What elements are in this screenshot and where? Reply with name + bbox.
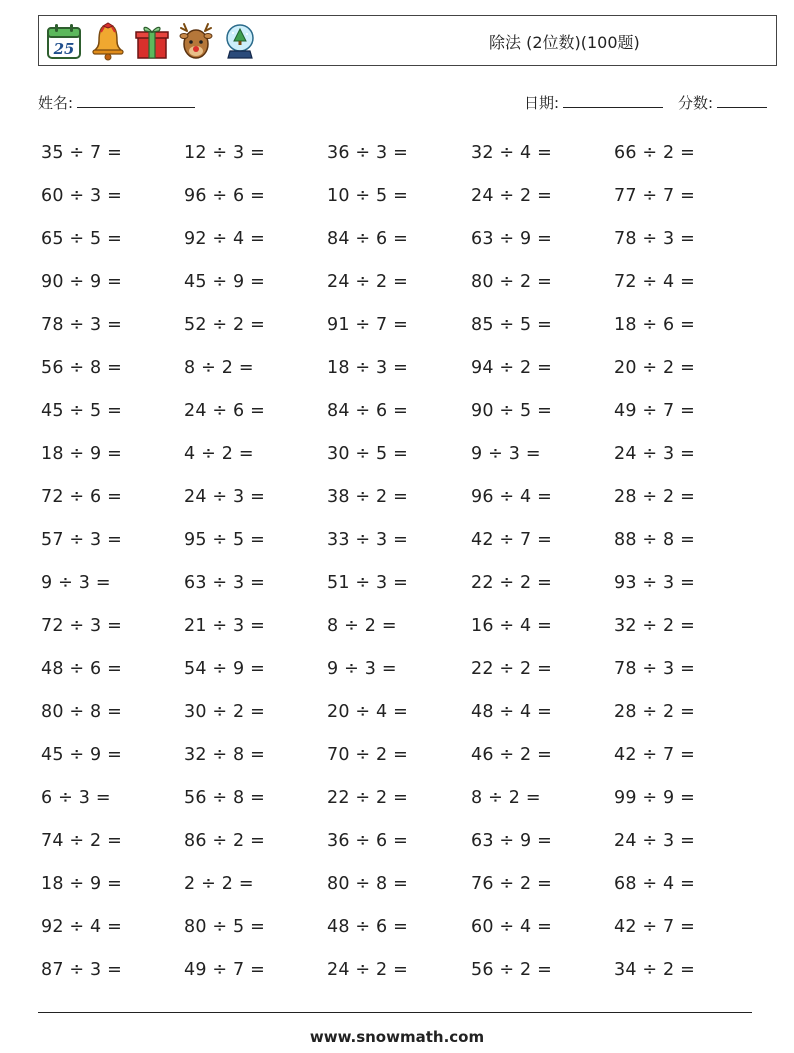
problem-row (41, 134, 761, 177)
division-problem: 91 ÷ 7 = (327, 315, 409, 335)
footer-website: www.snowmath.com (309, 1028, 485, 1046)
problem-row (41, 693, 761, 736)
division-problem: 16 ÷ 4 = (471, 616, 553, 636)
division-problem: 18 ÷ 3 = (327, 358, 409, 378)
division-problem: 49 ÷ 7 = (614, 401, 696, 421)
problem-row (41, 177, 761, 220)
division-problem: 57 ÷ 3 = (41, 530, 123, 550)
division-problem: 20 ÷ 4 = (327, 702, 409, 722)
division-problem: 32 ÷ 2 = (614, 616, 696, 636)
problem-row (41, 435, 761, 478)
name-label: 姓名: (38, 94, 74, 112)
division-problem: 36 ÷ 6 = (327, 831, 409, 851)
division-problem: 87 ÷ 3 = (41, 960, 123, 980)
problem-row (41, 650, 761, 693)
division-problem: 56 ÷ 8 = (41, 358, 123, 378)
division-problem: 45 ÷ 5 = (41, 401, 123, 421)
division-problem: 86 ÷ 2 = (184, 831, 266, 851)
division-problem: 77 ÷ 7 = (614, 186, 696, 206)
division-problem: 99 ÷ 9 = (614, 788, 696, 808)
division-problem: 32 ÷ 8 = (184, 745, 266, 765)
calendar-icon (45, 21, 83, 61)
division-problem: 2 ÷ 2 = (184, 874, 254, 894)
division-problem: 85 ÷ 5 = (471, 315, 553, 335)
division-problem: 9 ÷ 3 = (327, 659, 397, 679)
division-problem: 68 ÷ 4 = (614, 874, 696, 894)
division-problem: 30 ÷ 2 = (184, 702, 266, 722)
division-problem: 70 ÷ 2 = (327, 745, 409, 765)
division-problem: 80 ÷ 8 = (327, 874, 409, 894)
problem-row (41, 736, 761, 779)
division-problem: 80 ÷ 2 = (471, 272, 553, 292)
division-problem: 65 ÷ 5 = (41, 229, 123, 249)
division-problem: 95 ÷ 5 = (184, 530, 266, 550)
date-blank[interactable] (563, 92, 663, 108)
division-problem: 9 ÷ 3 = (41, 573, 111, 593)
division-problem: 18 ÷ 6 = (614, 315, 696, 335)
division-problem: 34 ÷ 2 = (614, 960, 696, 980)
division-problem: 92 ÷ 4 = (184, 229, 266, 249)
division-problem: 10 ÷ 5 = (327, 186, 409, 206)
division-problem: 30 ÷ 5 = (327, 444, 409, 464)
division-problem: 72 ÷ 6 = (41, 487, 123, 507)
division-problem: 48 ÷ 6 = (41, 659, 123, 679)
division-problem: 18 ÷ 9 = (41, 444, 123, 464)
name-blank[interactable] (77, 92, 195, 108)
division-problem: 92 ÷ 4 = (41, 917, 123, 937)
division-problem: 45 ÷ 9 = (184, 272, 266, 292)
problem-row (41, 220, 761, 263)
student-info-row (0, 92, 794, 116)
division-problem: 76 ÷ 2 = (471, 874, 553, 894)
problem-row (41, 349, 761, 392)
footer-divider (38, 1012, 752, 1013)
problem-row (41, 822, 761, 865)
date-label: 日期: (524, 94, 560, 112)
division-problem: 90 ÷ 5 = (471, 401, 553, 421)
division-problem: 96 ÷ 4 = (471, 487, 553, 507)
division-problem: 80 ÷ 8 = (41, 702, 123, 722)
division-problem: 48 ÷ 6 = (327, 917, 409, 937)
header-icons (45, 21, 259, 61)
division-problem: 24 ÷ 3 = (184, 487, 266, 507)
division-problem: 63 ÷ 9 = (471, 229, 553, 249)
division-problem: 8 ÷ 2 = (327, 616, 397, 636)
problem-row (41, 263, 761, 306)
score-blank[interactable] (717, 92, 767, 108)
division-problem: 72 ÷ 4 = (614, 272, 696, 292)
division-problem: 66 ÷ 2 = (614, 143, 696, 163)
division-problem: 12 ÷ 3 = (184, 143, 266, 163)
problem-row (41, 908, 761, 951)
gift-icon (133, 21, 171, 61)
division-problem: 52 ÷ 2 = (184, 315, 266, 335)
problem-row (41, 865, 761, 908)
division-problem: 42 ÷ 7 = (614, 917, 696, 937)
name-field (38, 92, 195, 113)
division-problem: 20 ÷ 2 = (614, 358, 696, 378)
division-problem: 24 ÷ 2 = (471, 186, 553, 206)
division-problem: 96 ÷ 6 = (184, 186, 266, 206)
division-problem: 45 ÷ 9 = (41, 745, 123, 765)
division-problem: 51 ÷ 3 = (327, 573, 409, 593)
division-problem: 42 ÷ 7 = (614, 745, 696, 765)
division-problem: 24 ÷ 3 = (614, 444, 696, 464)
division-problem: 8 ÷ 2 = (471, 788, 541, 808)
division-problem: 46 ÷ 2 = (471, 745, 553, 765)
division-problem: 18 ÷ 9 = (41, 874, 123, 894)
reindeer-icon (177, 21, 215, 61)
score-field (678, 92, 767, 113)
division-problem: 48 ÷ 4 = (471, 702, 553, 722)
snow-globe-icon (221, 21, 259, 61)
problem-row (41, 779, 761, 822)
division-problem: 8 ÷ 2 = (184, 358, 254, 378)
division-problem: 54 ÷ 9 = (184, 659, 266, 679)
division-problem: 24 ÷ 2 = (327, 272, 409, 292)
division-problem: 63 ÷ 3 = (184, 573, 266, 593)
problem-row (41, 306, 761, 349)
problem-row (41, 478, 761, 521)
division-problem: 28 ÷ 2 = (614, 487, 696, 507)
worksheet-header (38, 15, 777, 66)
date-field (524, 92, 663, 113)
division-problem: 42 ÷ 7 = (471, 530, 553, 550)
division-problem: 24 ÷ 6 = (184, 401, 266, 421)
division-problem: 72 ÷ 3 = (41, 616, 123, 636)
division-problem: 9 ÷ 3 = (471, 444, 541, 464)
division-problem: 22 ÷ 2 = (471, 659, 553, 679)
division-problem: 78 ÷ 3 = (614, 229, 696, 249)
problem-row (41, 521, 761, 564)
division-problem: 84 ÷ 6 = (327, 229, 409, 249)
bell-icon (89, 21, 127, 61)
worksheet-title: 除法 (2位数)(100题) (489, 33, 640, 52)
division-problem: 88 ÷ 8 = (614, 530, 696, 550)
division-problem: 38 ÷ 2 = (327, 487, 409, 507)
calendar-day-text: 25 (53, 40, 75, 58)
score-label: 分数: (678, 94, 714, 112)
division-problem: 56 ÷ 8 = (184, 788, 266, 808)
division-problem: 32 ÷ 4 = (471, 143, 553, 163)
division-problem: 63 ÷ 9 = (471, 831, 553, 851)
division-problem: 24 ÷ 3 = (614, 831, 696, 851)
division-problem: 60 ÷ 4 = (471, 917, 553, 937)
problem-row (41, 564, 761, 607)
division-problem: 94 ÷ 2 = (471, 358, 553, 378)
division-problem: 33 ÷ 3 = (327, 530, 409, 550)
division-problem: 4 ÷ 2 = (184, 444, 254, 464)
division-problem: 21 ÷ 3 = (184, 616, 266, 636)
division-problem: 35 ÷ 7 = (41, 143, 123, 163)
division-problem: 74 ÷ 2 = (41, 831, 123, 851)
division-problem: 36 ÷ 3 = (327, 143, 409, 163)
division-problem: 24 ÷ 2 = (327, 960, 409, 980)
division-problem: 80 ÷ 5 = (184, 917, 266, 937)
problem-row (41, 392, 761, 435)
division-problem: 84 ÷ 6 = (327, 401, 409, 421)
division-problem: 49 ÷ 7 = (184, 960, 266, 980)
division-problem: 78 ÷ 3 = (614, 659, 696, 679)
division-problem: 60 ÷ 3 = (41, 186, 123, 206)
division-problem: 6 ÷ 3 = (41, 788, 111, 808)
problem-row (41, 607, 761, 650)
division-problem: 93 ÷ 3 = (614, 573, 696, 593)
division-problem: 28 ÷ 2 = (614, 702, 696, 722)
division-problem: 78 ÷ 3 = (41, 315, 123, 335)
division-problem: 22 ÷ 2 = (471, 573, 553, 593)
problem-grid (41, 134, 761, 994)
problem-row (41, 951, 761, 994)
division-problem: 90 ÷ 9 = (41, 272, 123, 292)
division-problem: 22 ÷ 2 = (327, 788, 409, 808)
division-problem: 56 ÷ 2 = (471, 960, 553, 980)
